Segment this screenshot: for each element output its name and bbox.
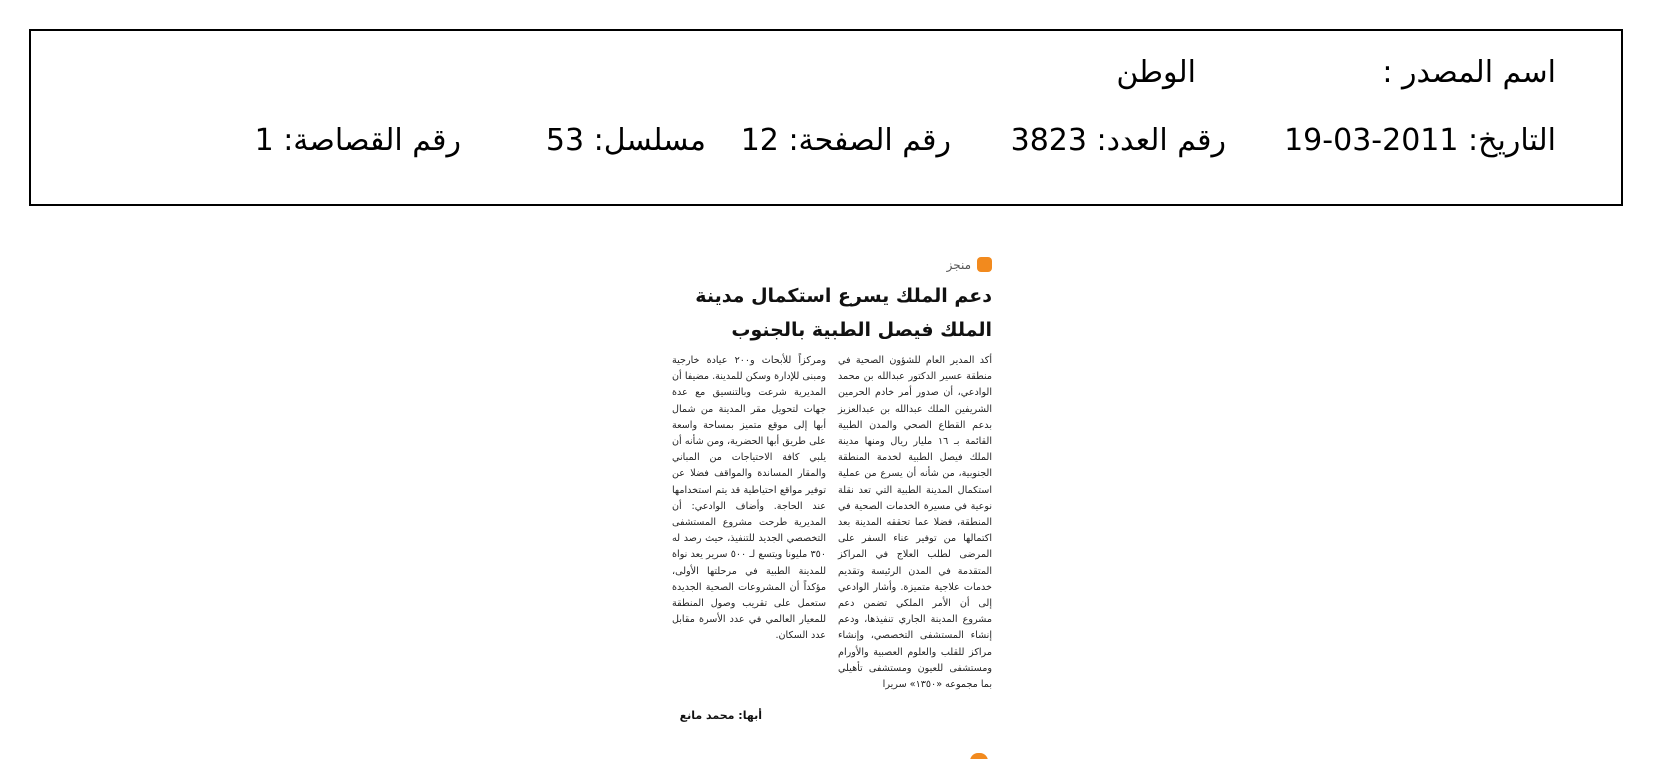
kicker-text: منجز [946, 257, 971, 272]
clip-number: رقم القصاصة: 1 [254, 123, 461, 158]
article-byline: أبها: محمد مانع [679, 709, 762, 722]
issue-number: رقم العدد: 3823 [1010, 123, 1226, 158]
orange-tab-icon [970, 753, 988, 759]
source-label: اسم المصدر : [1382, 55, 1556, 90]
serial-number: مسلسل: 53 [545, 123, 706, 158]
date: التاريخ: 2011-03-19 [1284, 123, 1556, 158]
article-column-left: ومركزاً للأبحاث و٢٠٠ عيادة خارجية ومبنى للإدارة وسكن للمدينة. مضيفا أن المديرية شرعت وبالتنسيق مع عدة جهات لتحويل مقر المدينة من شمال أبها إلى موقع متميز بمساحة واسعة على طريق أبها الحضرية، ومن شأنه أن يلبي كافة الاحتياجات من المباني والمقار المساندة والمواقف فضلا عن توفير مواقع احتياطية قد يتم استخدامها عند الحاجة. وأضاف الوادعي: أن المديرية طرحت مشروع المستشفى التخصصي الجديد للتنفيذ، حيث رصد له ٣٥٠ مليونا ويتسع لـ ٥٠٠ سرير يعد نواة للمدينة الطبية في مرحلتها الأولى، مؤكداً أن المشروعات الصحية الجديدة ستعمل على تقريب وصول المنطقة للمعيار العالمي في عدد الأسرة مقابل عدد السكان. [672, 355, 826, 642]
newspaper-clipping [660, 243, 992, 759]
article-headline: دعم الملك يسرع استكمال مدينة الملك فيصل الطبية بالجنوب [695, 285, 992, 341]
source-value: الوطن [1116, 55, 1196, 90]
clipping-header [29, 29, 1623, 206]
page-number: رقم الصفحة: 12 [740, 123, 951, 158]
orange-square-icon [977, 257, 992, 272]
article-kicker [947, 257, 992, 272]
article-column-right: أكد المدير العام للشؤون الصحية في منطقة عسير الدكتور عبدالله بن محمد الوادعي، أن صدور أمر خادم الحرمين الشريفين الملك عبدالله بن عبدالعزيز بدعم القطاع الصحي والمدن الطبية القائمة بـ ١٦ مليار ريال ومنها مدينة الملك فيصل الطبية لخدمة المنطقة الجنوبية، من شأنه أن يسرع من عملية استكمال المدينة الطبية التي تعد نقلة نوعية في مسيرة الخدمات الصحية في المنطقة، فضلا عما تحققه المدينة بعد اكتمالها من توفير عناء السفر على المرضى لطلب العلاج في المراكز المتقدمة في المدن الرئيسة وتقديم خدمات علاجية متميزة. وأشار الوادعي إلى أن الأمر الملكي تضمن دعم مشروع المدينة الجاري تنفيذها، ودعم إنشاء المستشفى التخصصي، وإنشاء مراكز للقلب والعلوم العصبية والأورام ومستشفى للعيون ومستشفى تأهيلي بما مجموعه «١٣٥٠» سريرا [838, 355, 992, 691]
